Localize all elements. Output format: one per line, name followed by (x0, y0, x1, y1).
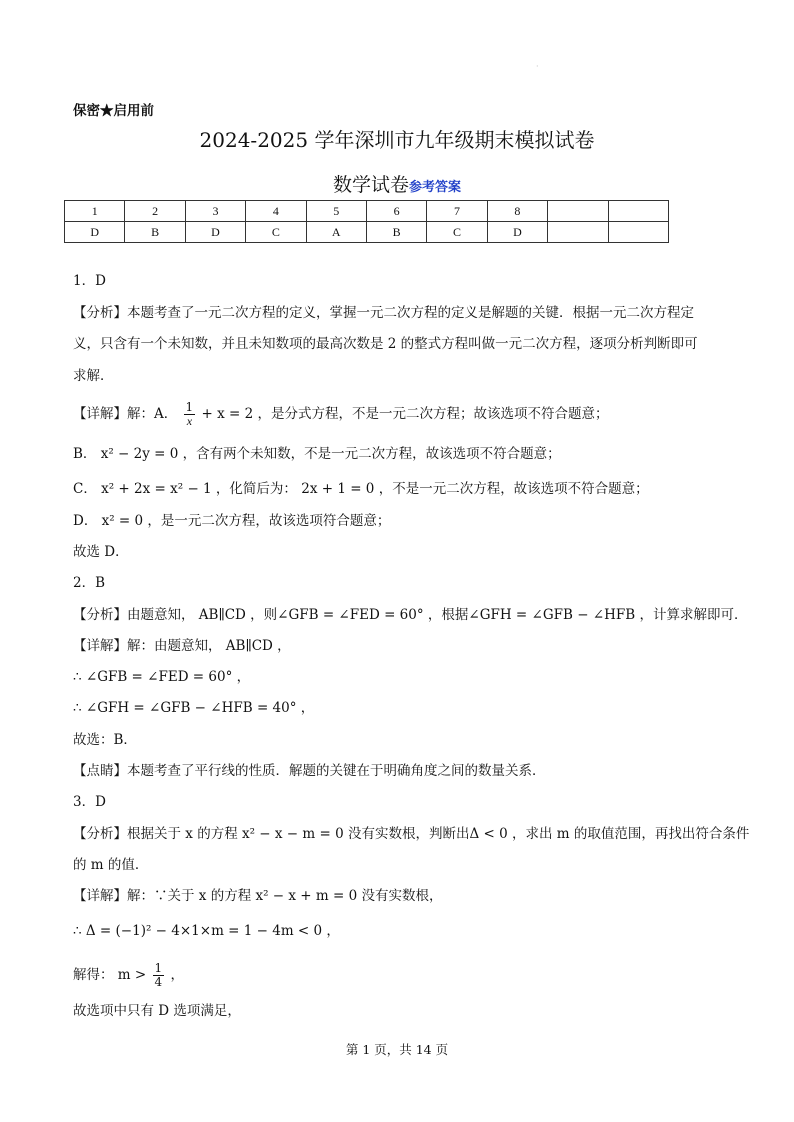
line-prefix: 【详解】解：A． (73, 406, 178, 422)
table-cell: 4 (246, 201, 306, 222)
text-line: 【分析】由题意知， AB∥CD ，则∠GFB = ∠FED = 60° ，根据∠GFH = ∠GFB − ∠HFB ，计算求解即可． (73, 607, 748, 623)
answer-table (64, 200, 669, 243)
table-cell: 8 (487, 201, 547, 222)
table-cell (548, 201, 608, 222)
table-cell: C (427, 222, 487, 243)
table-cell: 5 (306, 201, 366, 222)
table-cell: B (366, 222, 426, 243)
table-cell: 3 (185, 201, 245, 222)
text-line: 故选项中只有 D 选项满足， (73, 1003, 241, 1019)
text-line: 求解． (73, 368, 114, 384)
table-cell (548, 222, 608, 243)
text-line: 故选：B． (73, 732, 137, 748)
text-line-with-fraction (73, 962, 184, 989)
text-line: 【分析】本题考查了一元二次方程的定义，掌握一元二次方程的定义是解题的关键．根据一元二次方程定 (73, 305, 694, 321)
table-cell: C (246, 222, 306, 243)
table-cell (608, 222, 668, 243)
table-cell: 7 (427, 201, 487, 222)
line-prefix: 解得： m > (73, 967, 147, 983)
table-cell: A (306, 222, 366, 243)
text-line: 的 m 的值． (73, 857, 149, 873)
scan-mark: · (536, 62, 539, 71)
table-cell (608, 201, 668, 222)
line-suffix: + x = 2 ，是分式方程，不是一元二次方程；故该选项不符合题意； (201, 406, 609, 422)
line-suffix: ， (170, 967, 184, 983)
answer-tag: 参考答案 (409, 180, 462, 195)
question-heading: 1．D (73, 273, 106, 289)
table-cell: B (125, 222, 185, 243)
table-cell: D (65, 222, 125, 243)
subtitle-text: 数学试卷 (332, 174, 409, 196)
text-line: D． x² = 0 ，是一元二次方程，故该选项符合题意； (73, 513, 391, 529)
text-line: 义，只含有一个未知数，并且未知数项的最高次数是 2 的整式方程叫做一元二次方程，逐项分析判断即可 (73, 336, 698, 352)
table-cell: D (487, 222, 547, 243)
table-cell: 2 (125, 201, 185, 222)
text-line: 故选 D． (73, 544, 129, 560)
page-footer: 第 1 页，共 14 页 (345, 1042, 449, 1057)
fraction-numerator: 1 (185, 400, 194, 414)
table-cell: 1 (65, 201, 125, 222)
text-line: 【点睛】本题考查了平行线的性质．解题的关键在于明确角度之间的数量关系． (73, 763, 546, 779)
answer-table-answers-row (65, 222, 669, 243)
text-line: B． x² − 2y = 0 ，含有两个未知数，不是一元二次方程，故该选项不符合题意； (73, 446, 561, 462)
page-title: 2024-2025 学年深圳市九年级期末模拟试卷 (199, 128, 595, 152)
text-line: 【详解】解：∵关于 x 的方程 x² − x + m = 0 没有实数根， (73, 888, 443, 904)
page-subtitle (0, 170, 794, 197)
text-line: C． x² + 2x = x² − 1 ，化简后为： 2x + 1 = 0 ，不是一元二次方程，故该选项不符合题意； (73, 481, 649, 497)
text-line: ∴ ∠GFH = ∠GFB − ∠HFB = 40° ， (73, 700, 315, 716)
table-cell: 6 (366, 201, 426, 222)
fraction-numerator: 1 (154, 961, 163, 975)
text-line-with-fraction (73, 401, 608, 428)
question-heading: 2．B (73, 575, 106, 591)
fraction-denominator: 4 (154, 975, 163, 989)
answer-table-numbers-row (65, 201, 669, 222)
text-line: ∴ ∠GFB = ∠FED = 60° ， (73, 669, 251, 685)
fraction-denominator: x (186, 414, 193, 428)
text-line: 【分析】根据关于 x 的方程 x² − x − m = 0 没有实数根，判断出Δ < 0 ，求出 m 的取值范围，再找出符合条件 (73, 826, 750, 842)
table-cell: D (185, 222, 245, 243)
text-line: 【详解】解：由题意知， AB∥CD ， (73, 638, 291, 654)
question-heading: 3．D (73, 794, 106, 810)
confidential-label: 保密★启用前 (73, 103, 154, 119)
fraction (184, 401, 196, 428)
text-line: ∴ Δ = (−1)² − 4×1×m = 1 − 4m < 0 ， (73, 923, 340, 939)
fraction (153, 962, 165, 989)
